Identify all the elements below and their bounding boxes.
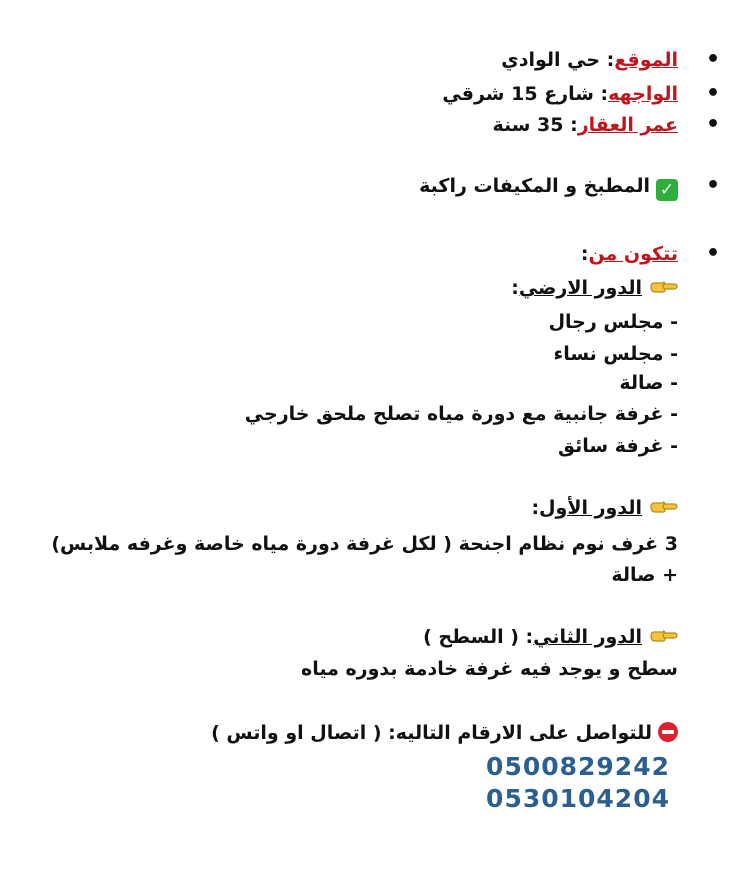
list-item: - مجلس نساء <box>553 343 678 365</box>
facade-line <box>442 80 720 108</box>
first-floor-line2: + صالة <box>611 564 678 586</box>
no-entry-icon <box>658 722 678 742</box>
second-floor-suffix: : ( السطح ) <box>423 626 534 648</box>
pointing-hand-icon <box>650 498 678 516</box>
bullet-icon: • <box>705 47 720 72</box>
location-value: : حي الوادي <box>501 49 615 71</box>
age-line <box>492 111 720 139</box>
bullet-icon: • <box>705 173 720 198</box>
second-floor-title: الدور الثاني <box>533 626 642 648</box>
ground-floor-heading <box>511 274 678 302</box>
list-item: - مجلس رجال <box>548 311 678 333</box>
list-item: - غرفة جانبية مع دورة مياه تصلح ملحق خارجي <box>244 403 678 425</box>
second-floor-heading <box>423 623 678 651</box>
bullet-icon: • <box>705 241 720 266</box>
kitchen-note: المطبخ و المكيفات راكبة <box>419 175 650 197</box>
contact-text: للتواصل على الارقام التاليه: ( اتصال او واتس ) <box>211 722 652 744</box>
first-floor-suffix: : <box>531 497 540 519</box>
bullet-icon: • <box>705 81 720 106</box>
pointing-hand-icon <box>650 627 678 645</box>
age-label: عمر العقار <box>577 114 678 136</box>
check-mark-icon: ✓ <box>656 179 678 201</box>
phone-number-1[interactable]: 0500829242 <box>486 752 670 781</box>
location-label: الموقع <box>614 49 678 71</box>
ground-floor-suffix: : <box>511 277 519 299</box>
first-floor-heading <box>531 494 678 522</box>
first-floor-line1: 3 غرف نوم نظام اجنحة ( لكل غرفة دورة مياه خاصة وغرفه ملابس) <box>51 533 678 555</box>
pointing-hand-icon <box>650 278 678 296</box>
consists-suffix: : <box>580 243 589 265</box>
list-item: - غرفة سائق <box>558 435 678 457</box>
facade-label: الواجهه <box>608 83 678 105</box>
ground-floor-title: الدور الارضي <box>518 277 642 299</box>
age-value: : 35 سنة <box>492 114 578 136</box>
bullet-icon: • <box>705 112 720 137</box>
second-floor-line1: سطح و يوجد فيه غرفة خادمة بدوره مياه <box>300 658 678 680</box>
list-item: - صالة <box>619 372 678 394</box>
facade-value: : شارع 15 شرقي <box>442 83 609 105</box>
kitchen-line <box>419 172 720 201</box>
consists-label: تتكون من <box>588 243 678 265</box>
contact-line <box>211 719 678 747</box>
phone-number-2[interactable]: 0530104204 <box>486 784 670 813</box>
first-floor-title: الدور الأول <box>539 497 642 519</box>
consists-line <box>580 240 720 268</box>
location-line <box>501 46 720 74</box>
